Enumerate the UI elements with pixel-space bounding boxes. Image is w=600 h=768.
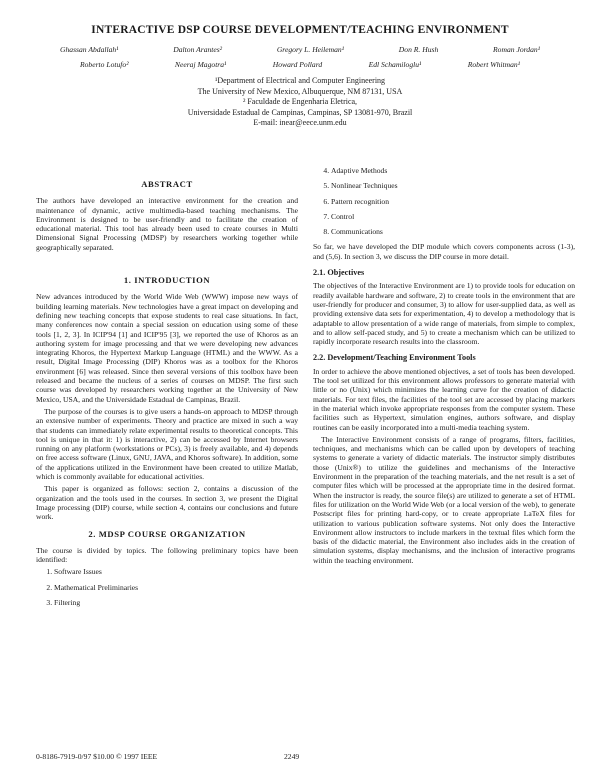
affiliation-line: ² Faculdade de Engenharia Eletrica,	[242, 97, 358, 106]
paper-title: INTERACTIVE DSP COURSE DEVELOPMENT/TEACHING ENVIRONMENT	[91, 24, 509, 36]
affiliation-line: Universidade Estadual de Campinas, Campinas, SP 13081-970, Brazil	[187, 107, 413, 117]
authors-row-2	[80, 60, 520, 69]
topic-list	[313, 166, 575, 236]
affiliations	[0, 76, 600, 129]
topic-item: 5. Nonlinear Techniques	[331, 181, 575, 190]
author: Don R. Hush	[398, 45, 439, 54]
abstract-text: The authors have developed an interactive environment for the creation and maintenance of dynamic, active multimedia-based teaching mechanisms. The Environment is designed to be user-friendly and to facilitate the creation of educational material. This tool has already been used to create courses in Multi Dimensional Signal Processing (MDSP) by researchers working together while geographically separated.	[36, 196, 298, 252]
isbn-footer: 0-8186-7919-0/97 $10.00 © 1997 IEEE	[36, 752, 158, 761]
author: Ghassan Abdallah¹	[60, 45, 119, 54]
tools-paragraph: The Interactive Environment consists of a range of programs, filters, facilities, techniques, and mechanisms which can be called upon by developers of teaching systems to generate a variety of didactic materials. The instructor simply distributes those (Unix®) to utilize the guidelines and mechanisms of the Interactive Environment in the preparation of the teaching materials, and the net result is a set of computer files which will be processed at the appropriate time in the desired format. When the instructor is ready, the source file(s) are utilized to generate a set of HTML files for utilization on the World Wide Web (or a local version of the web), to generate Postscript files for printing hard-copy, or to create appropriate LaTeX files for utilization to various publication software systems. Not only does the Interactive Environment allow instructors to include markers in the textual files which form the basis of the didactic material, the Environment also includes aids in the creation of simulation systems, display mechanisms, and the inclusion of interactive programs within the teaching environment.	[313, 434, 575, 565]
topic-item: 1. Software Issues	[54, 567, 298, 576]
topic-item: 8. Communications	[331, 227, 575, 236]
intro-paragraph: This paper is organized as follows: section 2, contains a discussion of the organization and the tools used in the courses. In section 3, we present the Digital Image processing (DIP) course, while section 4, contains our conclusions and future work.	[36, 484, 298, 522]
affiliation-line: ¹Department of Electrical and Computer Engineering	[214, 76, 386, 85]
topic-item: 4. Adaptive Methods	[331, 166, 575, 175]
topic-list	[36, 567, 298, 607]
author: Howard Pollard	[272, 60, 323, 69]
author: Neeraj Magotra¹	[174, 60, 227, 69]
affiliation-line: The University of New Mexico, Albuquerque, NM 87131, USA	[197, 86, 403, 96]
abstract-heading: ABSTRACT	[141, 179, 193, 189]
topic-item: 2. Mathematical Preliminaries	[54, 583, 298, 592]
intro-paragraph: The purpose of the courses is to give users a hands-on approach to MDSP through an extensive number of experiments. Theory and practice are mixed in such a way that students can immediately relate experimental results to theoretical concepts. This tool is unique in that it: 1) is interactive, 2) can be accessed by Internet browsers running on any platform (workstations or PCs), 3) is freely available, and 4) depends on free access software (Linux, GNU, JAVA, and Khoros software). In addition, some of the applications utilized in the Environment have been created to utilize Matlab, which is commonly available for educational activities.	[36, 406, 298, 482]
author: Roman Jordan¹	[493, 45, 540, 54]
email-line: E-mail: inear@eece.unm.edu	[253, 118, 347, 127]
topic-item: 6. Pattern recognition	[331, 197, 575, 206]
author: Edl Schamiloglu¹	[368, 60, 422, 69]
tools-paragraph: In order to achieve the above mentioned objectives, a set of tools has been developed. The tool set utilized for this environment allows professors to generate material with little or no (Unix) which minimizes the learning curve for the creation of didactic materials. For text files, the facilities of the tool set are accessed by placing markers in the material which invoke appropriate responses from the computer system. These facilities such as Hypertext, simulation engines, authors software, and display routines can be easily incorporated into a multi-media teaching system.	[313, 366, 575, 432]
author: Roberto Lotufo²	[80, 60, 129, 69]
intro-heading: 1. INTRODUCTION	[123, 275, 211, 286]
mdsp-after: So far, we have developed the DIP module which covers components across (1-3), and (5,6). In section 3, we discuss the DIP course in more detail.	[313, 242, 575, 261]
topic-item: 7. Control	[331, 212, 575, 221]
objectives-text: The objectives of the Interactive Environment are 1) to provide tools for education on readily available hardware and software, 2) to create tools in the environment that are user-friendly for producer and consumer, 3) to allow for user-supplied data, as well as providing extensive data sets for experimentation, 4) to develop a methodology that is adaptable to allow presentation of a wide range of materials, from simple to complex, and to allow self-paced study, and 5) to create a mechanism which can be utilized to rapidly incorporate research results into the classroom.	[313, 281, 575, 347]
authors-row-1	[60, 45, 540, 54]
tools-heading: 2.2. Development/Teaching Environment Tools	[313, 353, 476, 363]
page-number: 2249	[284, 752, 300, 761]
right-column	[313, 166, 575, 568]
author: Gregory L. Heileman¹	[276, 45, 344, 54]
author: Robert Whitman¹	[467, 60, 520, 69]
mdsp-intro: The course is divided by topics. The following preliminary topics have been identified:	[36, 545, 298, 565]
mdsp-heading: 2. MDSP COURSE ORGANIZATION	[88, 528, 246, 539]
topic-item: 3. Filtering	[54, 598, 298, 607]
left-column	[36, 172, 298, 613]
author: Dalton Arantes²	[173, 45, 223, 54]
objectives-heading: 2.1. Objectives	[313, 268, 365, 278]
intro-paragraph: New advances introduced by the World Wide Web (WWW) impose new ways of building learning materials. New technologies have a great impact on developing and defining new teaching concepts that expose students to real case situations. In fact, many conferences now contain a special session on education using some of these tools [1, 2, 3]. In ICIP'94 [1] and ICIP'95 [3], we reported the use of Khoros as an authoring system for image processing and that we were developing new advances integrating Khoros, the Hypertext Markup Language (HTML) and the WWW. As a result, Digital Image Processing (DIP) Khoros was as a toolbox for the Khoros environment [6] was released. Since then several versions of this toolbox have been released and became the nucleus of a series of courses on MDSP. The first such course was developed by researchers working together at the University of New Mexico, USA, and the Universidade Estadual de Campinas, Brazil.	[36, 292, 298, 404]
